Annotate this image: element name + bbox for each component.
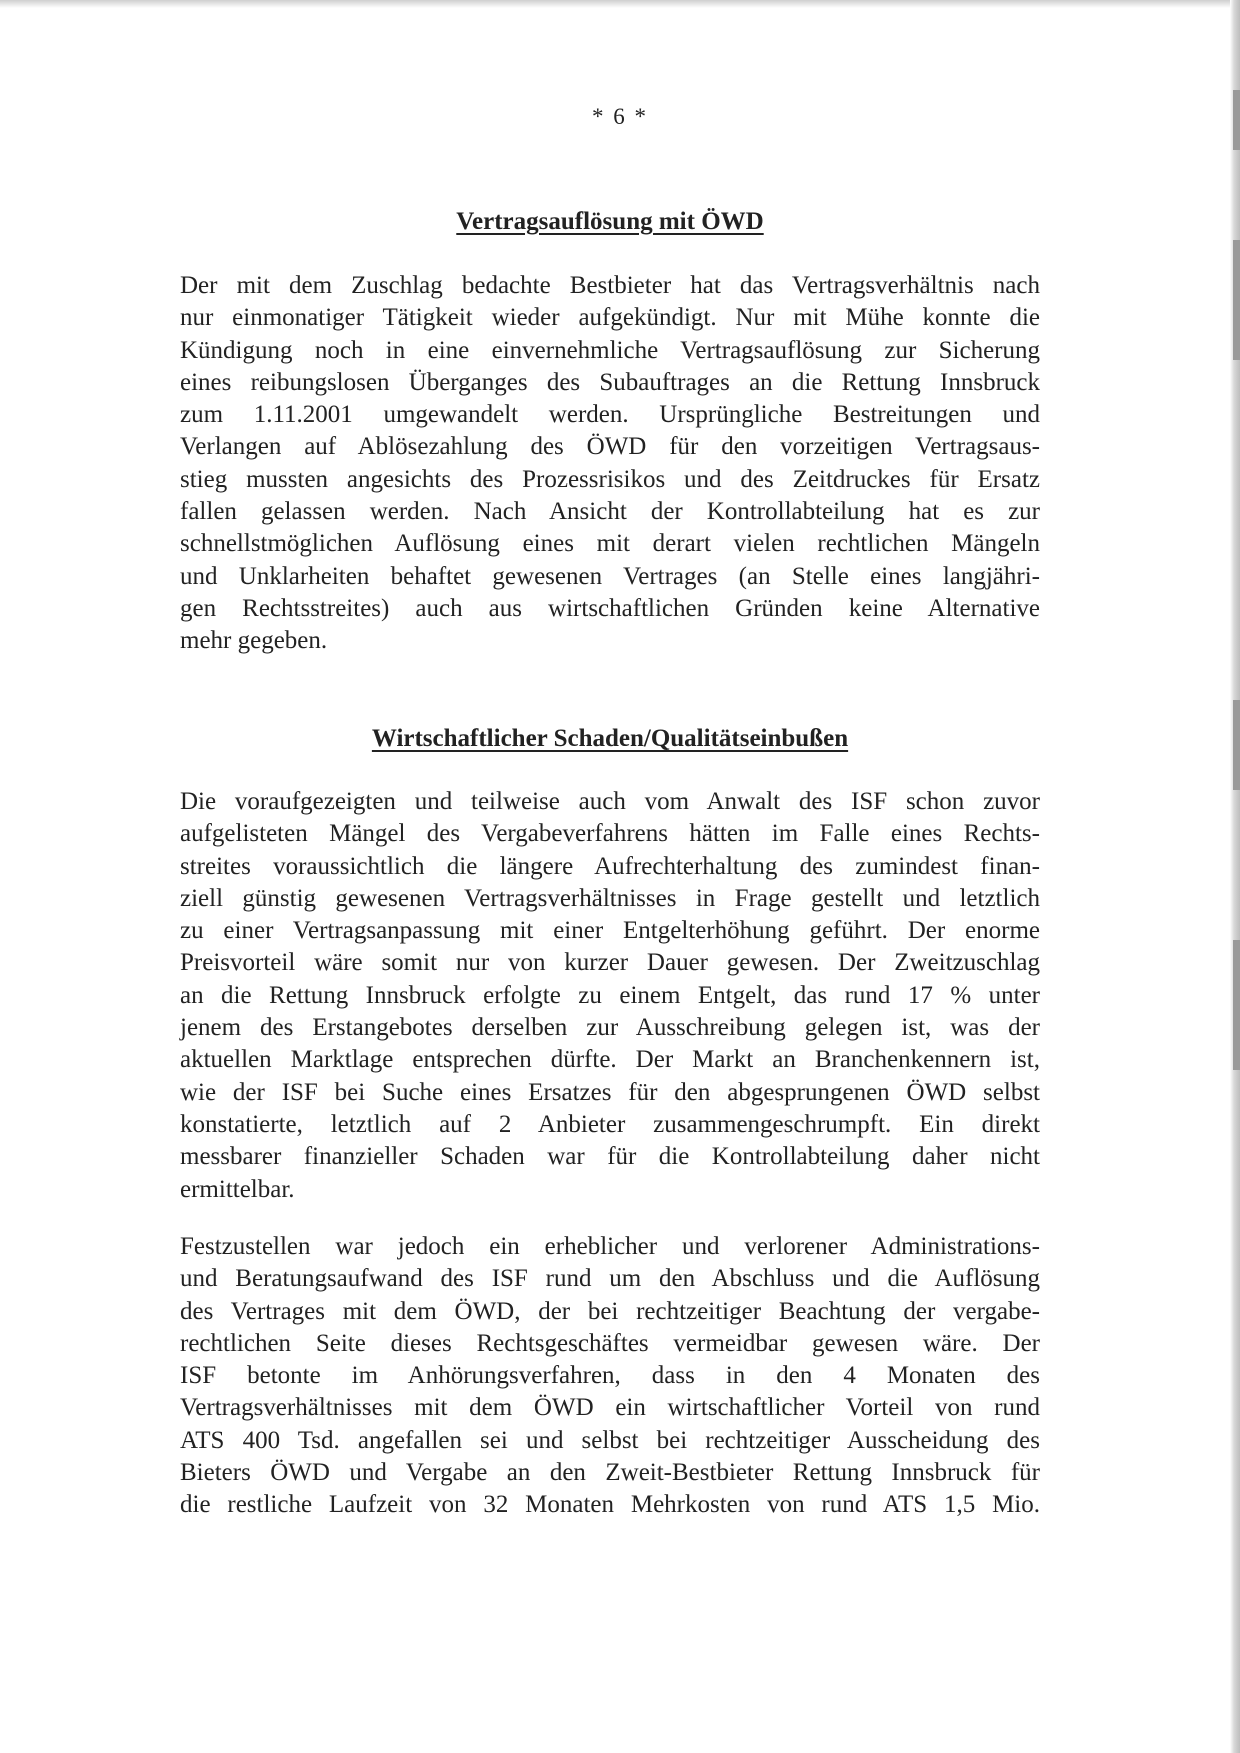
- text-line: messbarer finanzieller Schaden war für die Kontrollabteilung daher nicht: [180, 1143, 1040, 1171]
- text-line: aufgelisteten Mängel des Vergabeverfahrens hätten im Falle eines Rechts-: [180, 820, 1040, 848]
- text-line: aktuellen Marktlage entsprechen dürfte. Der Markt an Branchenkennern ist,: [180, 1046, 1040, 1074]
- text-line: des Vertrages mit dem ÖWD, der bei rechtzeitiger Beachtung der vergabe-: [180, 1297, 1040, 1325]
- text-line: ISF betonte im Anhörungsverfahren, dass in den 4 Monaten des: [180, 1362, 1040, 1390]
- text-line: ermittelbar.: [180, 1175, 295, 1203]
- text-line: Der mit dem Zuschlag bedachte Bestbieter hat das Vertragsverhältnis nach: [180, 272, 1040, 299]
- text-line: und Beratungsaufwand des ISF rund um den Abschluss und die Auflösung: [180, 1265, 1040, 1293]
- page-number: * 6 *: [592, 104, 648, 129]
- text-line: Bieters ÖWD und Vergabe an den Zweit-Bestbieter Rettung Innsbruck für: [180, 1459, 1040, 1487]
- text-line: und Unklarheiten behaftet gewesenen Vertrages (an Stelle eines langjähri-: [180, 562, 1040, 590]
- text-line: Die voraufgezeigten und teilweise auch vom Anwalt des ISF schon zuvor: [180, 788, 1040, 815]
- text-line: mehr gegeben.: [180, 627, 328, 655]
- text-line: stieg mussten angesichts des Prozessrisikos und des Zeitdruckes für Ersatz: [180, 465, 1040, 493]
- text-line: rechtlichen Seite dieses Rechtsgeschäftes vermeidbar gewesen wäre. Der: [180, 1329, 1040, 1357]
- text-line: konstatierte, letztlich auf 2 Anbieter zusammengeschrumpft. Ein direkt: [180, 1110, 1040, 1138]
- text-line: nur einmonatiger Tätigkeit wieder aufgekündigt. Nur mit Mühe konnte die: [180, 304, 1040, 332]
- section-heading-wirtschaftlicher-schaden: Wirtschaftlicher Schaden/Qualitätseinbußen: [371, 725, 849, 752]
- text-line: wie der ISF bei Suche eines Ersatzes für den abgesprungenen ÖWD selbst: [180, 1078, 1040, 1106]
- text-line: die restliche Laufzeit von 32 Monaten Mehrkosten von rund ATS 1,5 Mio.: [180, 1491, 1040, 1519]
- text-line: Kündigung noch in eine einvernehmliche Vertragsauflösung zur Sicherung: [180, 336, 1040, 364]
- paragraph-schaden-2: [180, 1231, 1040, 1522]
- text-line: Preisvorteil wäre somit nur von kurzer Dauer gewesen. Der Zweitzuschlag: [180, 949, 1040, 977]
- text-line: streites voraussichtlich die längere Aufrechterhaltung des zumindest finan-: [180, 852, 1040, 880]
- paragraph-schaden-1: [180, 786, 1040, 1206]
- text-line: Vertragsverhältnisses mit dem ÖWD ein wirtschaftlicher Vorteil von rund: [180, 1394, 1040, 1422]
- text-line: ATS 400 Tsd. angefallen sei und selbst bei rechtzeitiger Ausscheidung des: [180, 1426, 1040, 1454]
- text-line: gen Rechtsstreites) auch aus wirtschaftlichen Gründen keine Alternative: [180, 594, 1040, 622]
- text-line: jenem des Erstangebotes derselben zur Ausschreibung gelegen ist, was der: [180, 1014, 1040, 1042]
- text-line: schnellstmöglichen Auflösung eines mit derart vielen rechtlichen Mängeln: [180, 530, 1040, 558]
- scan-edge-right: [1230, 0, 1240, 1753]
- text-line: Festzustellen war jedoch ein erheblicher und verlorener Administrations-: [180, 1233, 1040, 1260]
- paragraph-vertragsaufloesung: [180, 270, 1040, 658]
- text-line: ziell günstig gewesenen Vertragsverhältnisses in Frage gestellt und letztlich: [180, 884, 1040, 912]
- text-line: Verlangen auf Ablösezahlung des ÖWD für den vorzeitigen Vertragsaus-: [180, 433, 1040, 461]
- text-line: fallen gelassen werden. Nach Ansicht der Kontrollabteilung hat es zur: [180, 498, 1040, 526]
- text-line: zum 1.11.2001 umgewandelt werden. Ursprüngliche Bestreitungen und: [180, 401, 1040, 429]
- scan-edge-top: [0, 0, 1240, 8]
- text-line: zu einer Vertragsanpassung mit einer Entgelterhöhung geführt. Der enorme: [180, 917, 1040, 945]
- text-line: eines reibungslosen Überganges des Subauftrages an die Rettung Innsbruck: [180, 368, 1040, 396]
- text-line: an die Rettung Innsbruck erfolgte zu einem Entgelt, das rund 17 % unter: [180, 981, 1040, 1009]
- section-heading-vertragsaufloesung: Vertragsauflösung mit ÖWD: [456, 208, 764, 235]
